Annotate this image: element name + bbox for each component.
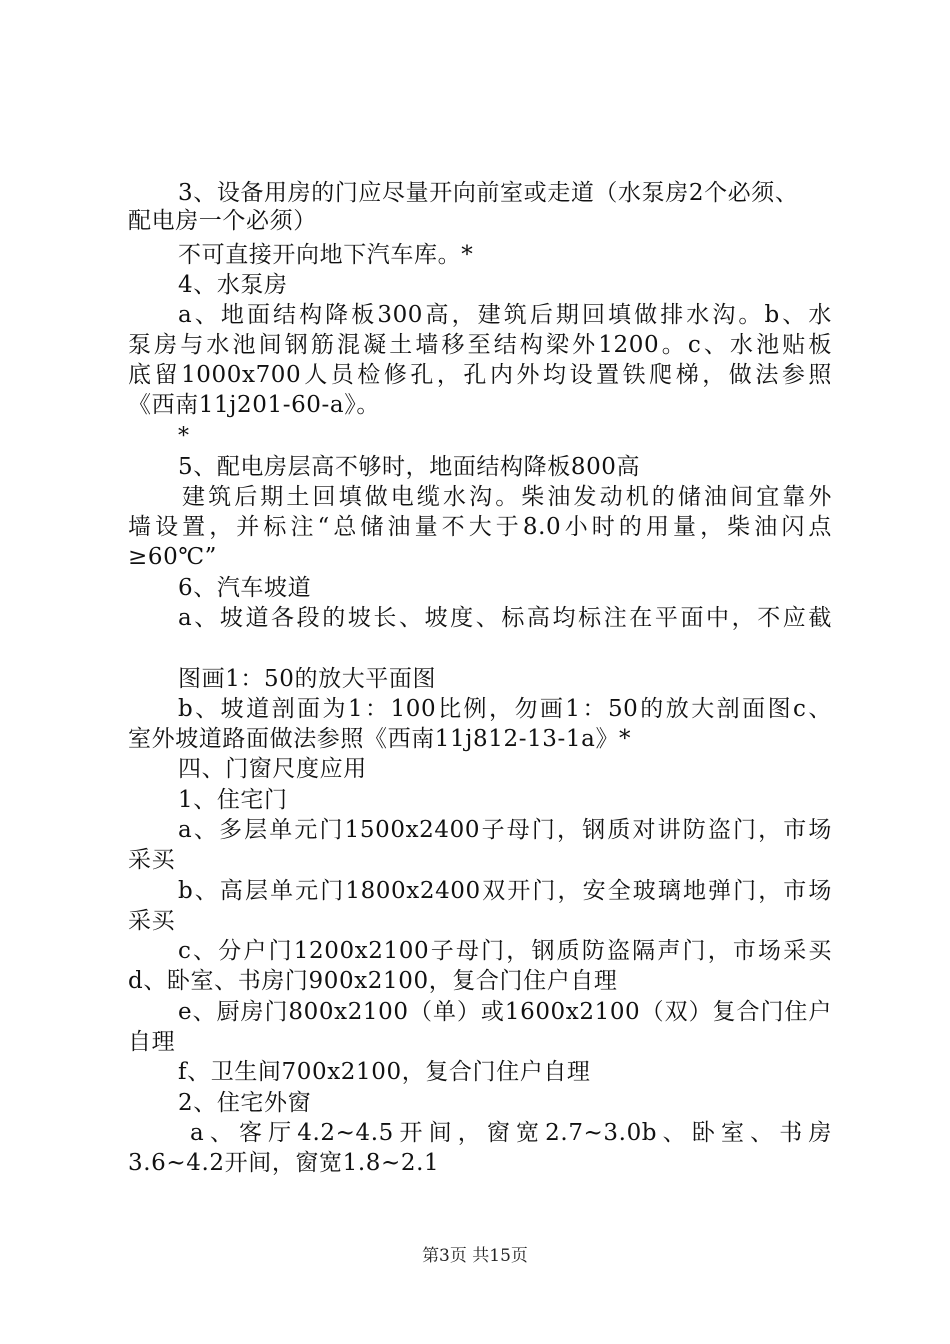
text-line-19: 1、住宅门 bbox=[178, 787, 288, 813]
text-line-24: c、分户门1200x2100子母门，钢质防盗隔声门，市场采买 bbox=[178, 938, 832, 964]
text-line-28: f、卫生间700x2100，复合门住户自理 bbox=[178, 1059, 591, 1085]
text-line-6: 泵房与水池间钢筋混凝土墙移至结构梁外1200。c、水池贴板 bbox=[128, 332, 832, 358]
asterisk-mark: * bbox=[178, 424, 189, 449]
text-line-3: 不可直接开向地下汽车库。* bbox=[178, 242, 474, 268]
text-line-20: a、多层单元门1500x2400子母门，钢质对讲防盗门，市场 bbox=[178, 817, 832, 843]
page-number-footer: 第3页 共15页 bbox=[422, 1246, 528, 1266]
text-line-17: 室外坡道路面做法参照《西南11j812-13-1a》* bbox=[128, 726, 632, 752]
text-line-1: 3、设备用房的门应尽量开向前室或走道（水泵房2个必须、 bbox=[178, 180, 799, 206]
text-line-10: 建筑后期土回填做电缆水沟。柴油发动机的储油间宜靠外 bbox=[182, 484, 832, 510]
text-line-4: 4、水泵房 bbox=[178, 272, 288, 298]
text-line-23: 采买 bbox=[128, 908, 176, 934]
text-line-26: e、厨房门800x2100（单）或1600x2100（双）复合门住户 bbox=[178, 999, 832, 1025]
text-line-14: a、坡道各段的坡长、坡度、标高均标注在平面中，不应截 bbox=[178, 605, 832, 631]
text-line-30: a、客厅4.2~4.5开间，窗宽2.7~3.0b、卧室、书房 bbox=[190, 1120, 832, 1146]
text-line-12: ≥60℃” bbox=[128, 544, 218, 570]
text-line-16: b、坡道剖面为1：100比例，勿画1：50的放大剖面图c、 bbox=[178, 696, 832, 722]
text-line-7: 底留1000x700人员检修孔，孔内外均设置铁爬梯，做法参照 bbox=[128, 362, 832, 388]
text-line-31: 3.6~4.2开间，窗宽1.8~2.1 bbox=[128, 1150, 440, 1176]
text-line-18: 四、门窗尺度应用 bbox=[178, 756, 367, 782]
text-line-15: 图画1：50的放大平面图 bbox=[178, 666, 437, 692]
text-line-5: a、地面结构降板300高，建筑后期回填做排水沟。b、水 bbox=[178, 302, 832, 328]
text-line-8: 《西南11j201-60-a》。 bbox=[128, 392, 380, 418]
text-line-25: d、卧室、书房门900x2100，复合门住户自理 bbox=[128, 968, 618, 994]
text-line-22: b、高层单元门1800x2400双开门，安全玻璃地弹门，市场 bbox=[178, 878, 832, 904]
text-line-29: 2、住宅外窗 bbox=[178, 1090, 312, 1116]
text-line-13: 6、汽车坡道 bbox=[178, 575, 312, 601]
text-line-2: 配电房一个必须） bbox=[128, 208, 317, 234]
text-line-9: 5、配电房层高不够时，地面结构降板800高 bbox=[178, 454, 641, 480]
text-line-27: 自理 bbox=[128, 1029, 176, 1055]
text-line-21: 采买 bbox=[128, 847, 176, 873]
text-line-11: 墙设置，并标注“总储油量不大于8.0小时的用量，柴油闪点 bbox=[128, 514, 832, 540]
